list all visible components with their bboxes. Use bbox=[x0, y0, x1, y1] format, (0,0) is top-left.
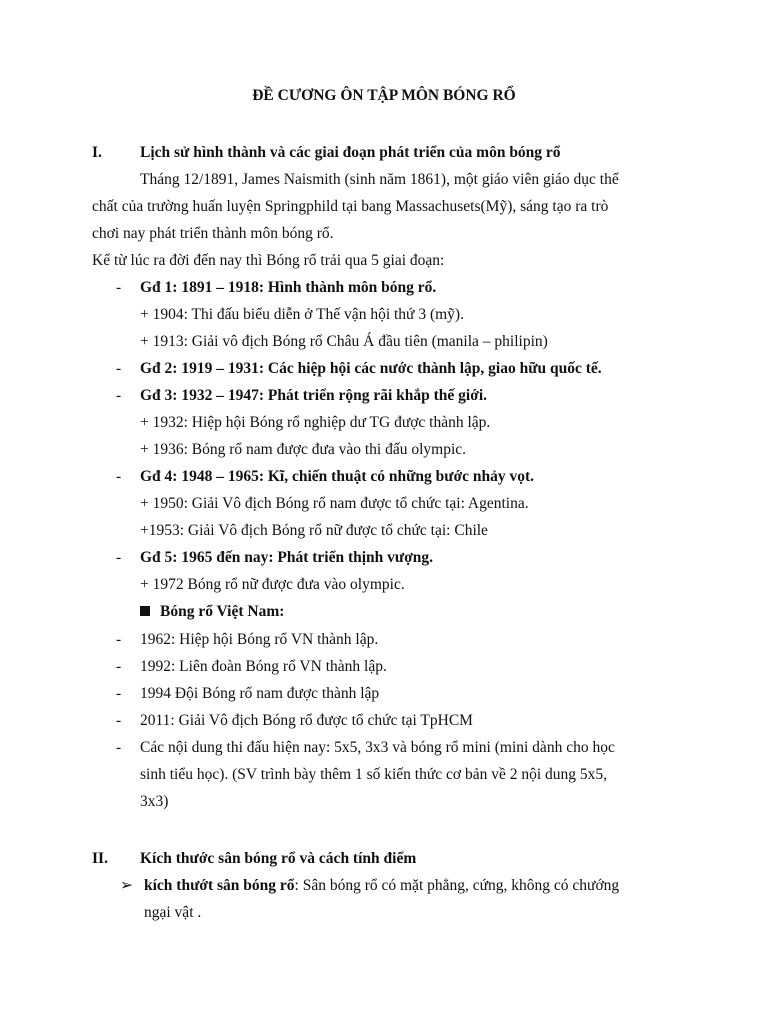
stage-2-heading: Gđ 2: 1919 – 1931: Các hiệp hội các nước thành lập, giao hữu quốc tế. bbox=[140, 360, 602, 377]
stage-4-sub-1: + 1950: Giải Vô địch Bóng rổ nam được tổ chức tại: Agentina. bbox=[140, 495, 529, 512]
stage-3-sub-1: + 1932: Hiệp hội Bóng rổ nghiệp dư TG được thành lập. bbox=[140, 414, 491, 431]
document-title: ĐỀ CƯƠNG ÔN TẬP MÔN BÓNG RỔ bbox=[252, 87, 516, 104]
stages-intro: Kể từ lúc ra đời đến nay thì Bóng rổ trải qua 5 giai đoạn: bbox=[92, 252, 445, 269]
vietnam-item-5-cont-2: 3x3) bbox=[140, 793, 169, 810]
stage-5-sub-1: + 1972 Bóng rổ nữ được đưa vào olympic. bbox=[140, 576, 405, 593]
vietnam-heading-row bbox=[140, 602, 284, 622]
vietnam-item-4: 2011: Giải Vô địch Bóng rổ được tổ chức tại TpHCM bbox=[140, 712, 473, 729]
stage-4-heading: Gđ 4: 1948 – 1965: Kĩ, chiến thuật có những bước nhảy vọt. bbox=[140, 468, 535, 485]
dash-bullet: - bbox=[116, 279, 122, 296]
vietnam-item-3: 1994 Đội Bóng rổ nam được thành lập bbox=[140, 685, 380, 702]
vietnam-item-5: Các nội dung thi đấu hiện nay: 5x5, 3x3 và bóng rổ mini (mini dành cho học bbox=[140, 739, 615, 756]
dash-bullet: - bbox=[116, 468, 122, 485]
vietnam-item-5-cont-1: sinh tiểu học). (SV trình bày thêm 1 số kiến thức cơ bản về 2 nội dung 5x5, bbox=[140, 766, 608, 783]
section-2-item-cont: ngại vật . bbox=[144, 904, 202, 921]
arrow-bullet-icon: ➢ bbox=[120, 877, 133, 894]
dash-bullet: - bbox=[116, 387, 122, 404]
section-2-item bbox=[144, 876, 619, 896]
dash-bullet: - bbox=[116, 631, 122, 648]
dash-bullet: - bbox=[116, 739, 122, 756]
section-2-item-label: kích thướt sân bóng rổ bbox=[144, 877, 295, 894]
stage-1-heading: Gđ 1: 1891 – 1918: Hình thành môn bóng rổ. bbox=[140, 279, 437, 296]
dash-bullet: - bbox=[116, 549, 122, 566]
section-1-number: I. bbox=[92, 144, 102, 161]
stage-1-sub-2: + 1913: Giải vô địch Bóng rổ Châu Á đầu tiên (manila – philipin) bbox=[140, 333, 548, 350]
paragraph-line-3: chơi nay phát triển thành môn bóng rổ. bbox=[92, 225, 334, 242]
paragraph-line-2: chất của trường huấn luyện Springphild tại bang Massachusets(Mỹ), sáng tạo ra trò bbox=[92, 198, 609, 215]
dash-bullet: - bbox=[116, 658, 122, 675]
vietnam-item-1: 1962: Hiệp hội Bóng rổ VN thành lập. bbox=[140, 631, 379, 648]
vietnam-heading: Bóng rổ Việt Nam: bbox=[160, 603, 285, 620]
paragraph-line-1: Tháng 12/1891, James Naismith (sinh năm 1861), một giáo viên giáo dục thể bbox=[140, 171, 619, 188]
stage-3-sub-2: + 1936: Bóng rổ nam được đưa vào thi đấu olympic. bbox=[140, 441, 467, 458]
section-1-heading: Lịch sử hình thành và các giai đoạn phát triển của môn bóng rổ bbox=[140, 144, 561, 161]
dash-bullet: - bbox=[116, 685, 122, 702]
section-2-heading: Kích thước sân bóng rổ và cách tính điểm bbox=[140, 850, 417, 867]
dash-bullet: - bbox=[116, 360, 122, 377]
stage-3-heading: Gđ 3: 1932 – 1947: Phát triển rộng rãi khắp thế giới. bbox=[140, 387, 488, 404]
stage-1-sub-1: + 1904: Thi đấu biểu diễn ở Thế vận hội thứ 3 (mỹ). bbox=[140, 306, 464, 323]
section-2-number: II. bbox=[92, 850, 108, 867]
section-2-item-text: : Sân bóng rổ có mặt phẳng, cứng, không có chướng bbox=[294, 877, 620, 894]
stage-4-sub-2: +1953: Giải Vô địch Bóng rổ nữ được tổ chức tại: Chile bbox=[140, 522, 488, 539]
vietnam-item-2: 1992: Liên đoàn Bóng rổ VN thành lập. bbox=[140, 658, 387, 675]
square-bullet-icon bbox=[140, 606, 150, 616]
stage-5-heading: Gđ 5: 1965 đến nay: Phát triển thịnh vượng. bbox=[140, 549, 434, 566]
dash-bullet: - bbox=[116, 712, 122, 729]
